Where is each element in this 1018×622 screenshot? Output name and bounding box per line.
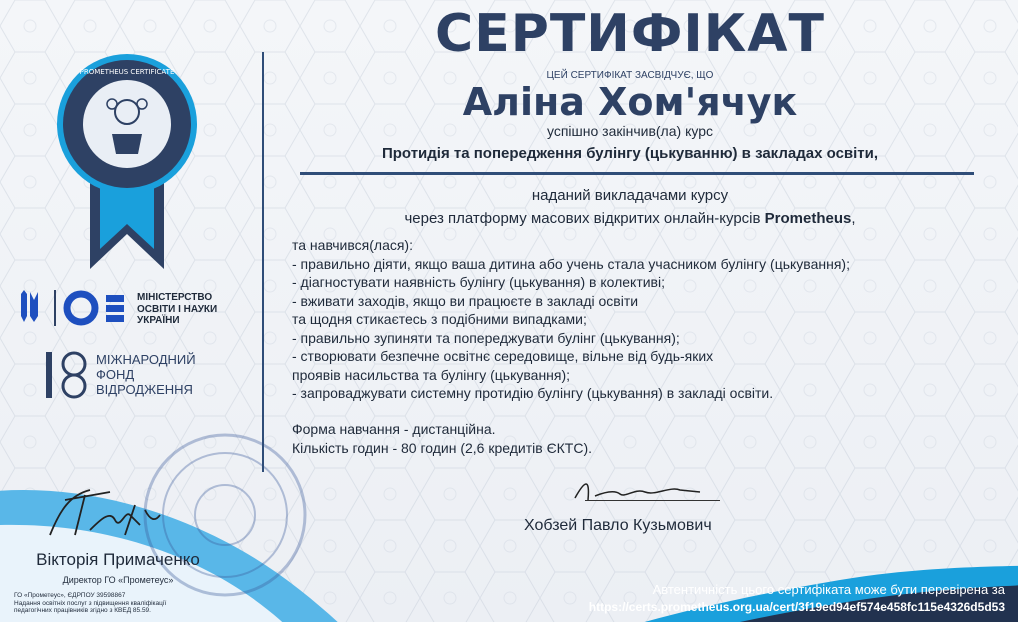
horizontal-divider	[300, 172, 974, 175]
signature-left	[30, 480, 200, 550]
irf-logo	[44, 350, 94, 400]
prometheus-badge	[52, 54, 202, 269]
outcome-line: - вживати заходів, якщо ви працюєте в закладі освіти	[292, 292, 639, 309]
outcome-line: - правильно зупиняти та попереджувати булінг (цькування);	[292, 329, 680, 346]
badge-ring-text: PROMETHEUS CERTIFICATE	[79, 68, 175, 76]
outcome-line: - створювати безпечне освітнє середовище, вільне від будь-яких	[292, 348, 714, 364]
signer-right-name: Хобзей Павло Кузьмович	[524, 517, 712, 534]
platform-name: Prometheus	[764, 210, 852, 227]
completed-text: успішно закінчив(ла) курс	[547, 123, 713, 139]
outcome-line: - запроваджувати системну протидію булінгу (цькування) в закладі освіти.	[292, 385, 774, 401]
recipient-name: Аліна Хом'ячук	[462, 80, 798, 124]
certifies-text: ЦЕЙ СЕРТИФІКАТ ЗАСВІДЧУЄ, ЩО	[546, 70, 714, 81]
outcome-line: - діагностувати наявність булінгу (цькування) в колективі;	[292, 274, 665, 290]
verification-text: Автентичність цього сертифіката може бути перевірена за	[652, 582, 1005, 597]
signer-left-role: Директор ГО «Прометеус»	[62, 575, 174, 585]
irf-name: МІЖНАРОДНИЙ ФОНД ВІДРОДЖЕННЯ	[96, 352, 196, 397]
provided-by-text: наданий викладачами курсу	[531, 187, 729, 204]
outcome-line: проявів насильства та булінгу (цькування);	[292, 366, 571, 383]
platform-text: через платформу масових відкритих онлайн-курсів Prometheus,	[404, 210, 856, 227]
outcome-line: - правильно діяти, якщо ваша дитина або учень стала учасником булінгу (цькування);	[292, 255, 850, 272]
study-details	[292, 420, 592, 457]
ministry-name: МІНІСТЕРСТВО ОСВІТИ І НАУКИ УКРАЇНИ	[137, 292, 218, 326]
signer-left-name: Вікторія Примаченко	[36, 550, 200, 569]
study-form: Форма навчання - дистанційна.	[292, 421, 496, 437]
outcome-line: та щодня стикаєтесь з подібними випадками;	[292, 311, 587, 327]
vertical-divider	[262, 52, 264, 472]
study-hours: Кількість годин - 80 годин (2,6 кредитів ЄКТС).	[292, 439, 593, 456]
certificate-title: СЕРТИФІКАТ	[435, 4, 825, 64]
organization-info: ГО «Прометеус», ЄДРПОУ 39598867 Надання освітніх послуг з підвищення кваліфікації педагогічних працівників згідно з КВЕД 85.59.	[14, 592, 167, 614]
signature-right	[560, 470, 720, 510]
outcome-line: та навчився(лася):	[292, 237, 413, 253]
learning-outcomes	[292, 236, 982, 403]
verification-link[interactable]: https://certs.prometheus.org.ua/cert/3f19ed94ef574e458fc115e4326d5d53	[588, 600, 1005, 614]
course-title: Протидія та попередження булінгу (цькуванню) в закладах освіти,	[381, 145, 879, 162]
signature-right-line	[585, 500, 720, 501]
